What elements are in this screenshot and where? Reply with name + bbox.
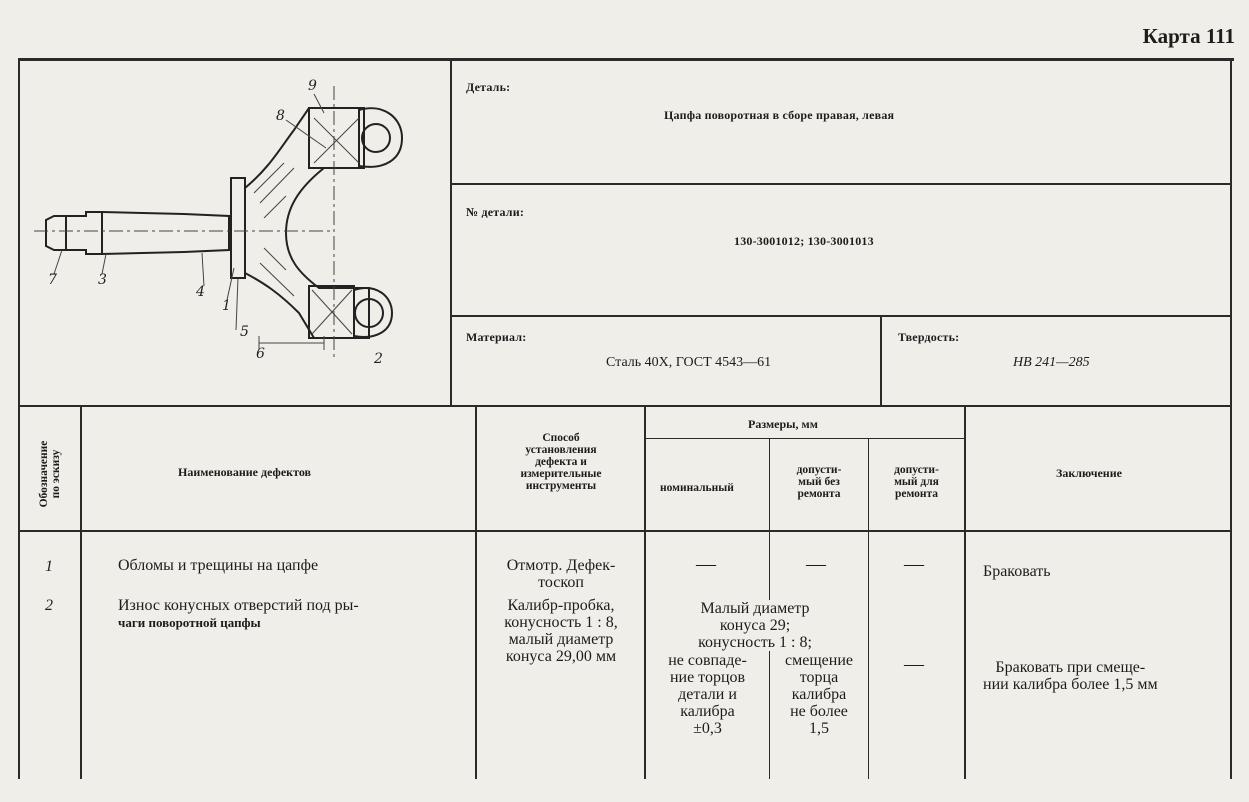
callout-6: 6 bbox=[256, 346, 265, 362]
material-hardness-divider bbox=[880, 317, 882, 407]
row-2-method-line-1: Калибр-пробка, bbox=[507, 597, 615, 614]
row-1-no-repair: — bbox=[806, 553, 826, 575]
header-method bbox=[478, 432, 644, 492]
row-2-method bbox=[478, 597, 644, 665]
header-allowed-no-repair bbox=[770, 464, 868, 500]
table-left bbox=[18, 407, 20, 779]
row-2-nominal-line-1: не совпаде- bbox=[668, 652, 747, 669]
row-2-nominal-line-5: ±0,3 bbox=[693, 720, 722, 737]
header-bottom bbox=[18, 530, 1230, 532]
left-border bbox=[18, 58, 20, 408]
row-1-method-line-1: Отмотр. Дефек- bbox=[506, 557, 616, 574]
row-2-no-repair-line-5: 1,5 bbox=[809, 720, 829, 737]
hardness-label: Твердость: bbox=[898, 330, 960, 344]
part-number-label: № детали: bbox=[466, 205, 525, 219]
row-2-no-repair-line-1: смещение bbox=[785, 652, 853, 669]
row-1-method-line-2: тоскоп bbox=[538, 574, 584, 591]
callout-4: 4 bbox=[196, 284, 205, 300]
header-nominal: номинальный bbox=[660, 482, 734, 494]
header-repair-line-2: мый для bbox=[894, 476, 939, 488]
row-1-defect: Обломы и трещины на цапфе bbox=[118, 557, 319, 574]
detail-value: Цапфа поворотная в сборе правая, левая bbox=[664, 108, 895, 122]
part-sketch bbox=[24, 68, 444, 398]
callout-9: 9 bbox=[308, 78, 317, 94]
row-2-defect bbox=[118, 597, 359, 631]
row-2-no-repair-line-2: торца bbox=[799, 669, 839, 686]
header-conclusion: Заключение bbox=[1056, 466, 1122, 480]
sizes-group-underline bbox=[646, 438, 964, 439]
hardness-value: НВ 241—285 bbox=[1013, 355, 1090, 370]
row-2-defect-line-1: Износ конусных отверстий под ры- bbox=[118, 597, 359, 614]
callout-8: 8 bbox=[276, 108, 285, 124]
row-1-num: 1 bbox=[45, 558, 53, 575]
callout-1: 1 bbox=[222, 298, 231, 314]
row-2-nominal-line-4: калибра bbox=[680, 703, 735, 720]
row-2-method-line-2: конусность 1 : 8, bbox=[504, 614, 618, 631]
row-2-span-line-3: конусность 1 : 8; bbox=[698, 634, 812, 651]
row-2-no-repair-line-4: не более bbox=[790, 703, 848, 720]
row-2-nominal bbox=[646, 652, 769, 737]
row-2-nominal-span bbox=[660, 600, 850, 651]
header-method-line-2: установления bbox=[525, 444, 597, 456]
header-method-line-5: инструменты bbox=[525, 480, 597, 492]
card-number: Карта 111 bbox=[1142, 24, 1235, 48]
row-1-nominal: — bbox=[696, 553, 716, 575]
part-number-value: 130-3001012; 130-3001013 bbox=[734, 234, 874, 248]
callout-5: 5 bbox=[240, 324, 249, 340]
col-line-1 bbox=[80, 407, 82, 779]
row-2-no-repair-line-3: калибра bbox=[791, 686, 847, 703]
row-2-nominal-line-3: детали и bbox=[678, 686, 737, 703]
row-2-method-line-3: малый диаметр bbox=[508, 631, 614, 648]
material-value: Сталь 40Х, ГОСТ 4543—61 bbox=[606, 355, 772, 370]
callout-2: 2 bbox=[374, 351, 383, 367]
row-1-conclusion: Браковать bbox=[983, 563, 1051, 580]
right-border bbox=[1230, 58, 1232, 408]
col-line-6 bbox=[964, 407, 966, 779]
steering-knuckle-drawing bbox=[24, 68, 444, 398]
row-2-method-line-4: конуса 29,00 мм bbox=[505, 648, 617, 665]
header-repair-line-3: ремонта bbox=[894, 488, 939, 500]
header-allowed-repair bbox=[869, 464, 964, 500]
table-right bbox=[1230, 407, 1232, 779]
row-2-conclusion-line-1: Браковать при смеще- bbox=[995, 659, 1146, 676]
material-label: Материал: bbox=[466, 330, 527, 344]
header-method-line-4: измерительные bbox=[520, 468, 602, 480]
row-2-span-line-2: конуса 29; bbox=[719, 617, 791, 634]
top-section-bottom bbox=[18, 405, 1232, 407]
row-2-nominal-line-2: ние торцов bbox=[669, 669, 746, 686]
header-defect-name: Наименование дефектов bbox=[178, 465, 312, 479]
row-2-conclusion-line-2: нии калибра более 1,5 мм bbox=[983, 676, 1158, 693]
header-repair-line-1: допусти- bbox=[894, 464, 939, 476]
header-no-repair-line-2: мый без bbox=[798, 476, 840, 488]
col-line-2 bbox=[475, 407, 477, 779]
row-1-method bbox=[478, 557, 644, 591]
header-method-line-1: Способ bbox=[542, 432, 580, 444]
detail-label: Деталь: bbox=[466, 80, 511, 94]
header-sizes-group: Размеры, мм bbox=[748, 417, 818, 431]
header-designation: Обозначение по эскизу bbox=[38, 440, 62, 508]
header-no-repair-line-3: ремонта bbox=[797, 488, 841, 500]
callout-3: 3 bbox=[98, 272, 107, 288]
sketch-divider bbox=[450, 60, 452, 406]
detail-number-divider bbox=[452, 183, 1230, 185]
header-method-line-3: дефекта и bbox=[535, 456, 587, 468]
number-material-divider bbox=[452, 315, 1230, 317]
row-2-span-line-1: Малый диаметр bbox=[700, 600, 810, 617]
row-1-for-repair: — bbox=[904, 553, 924, 575]
row-2-conclusion bbox=[983, 659, 1158, 693]
row-2-defect-line-2: чаги поворотной цапфы bbox=[118, 615, 261, 630]
top-border bbox=[18, 58, 1234, 61]
row-2-num: 2 bbox=[45, 597, 53, 614]
row-2-for-repair: — bbox=[904, 653, 924, 675]
header-no-repair-line-1: допусти- bbox=[796, 464, 842, 476]
row-2-no-repair bbox=[770, 652, 868, 737]
callout-7: 7 bbox=[48, 272, 57, 288]
